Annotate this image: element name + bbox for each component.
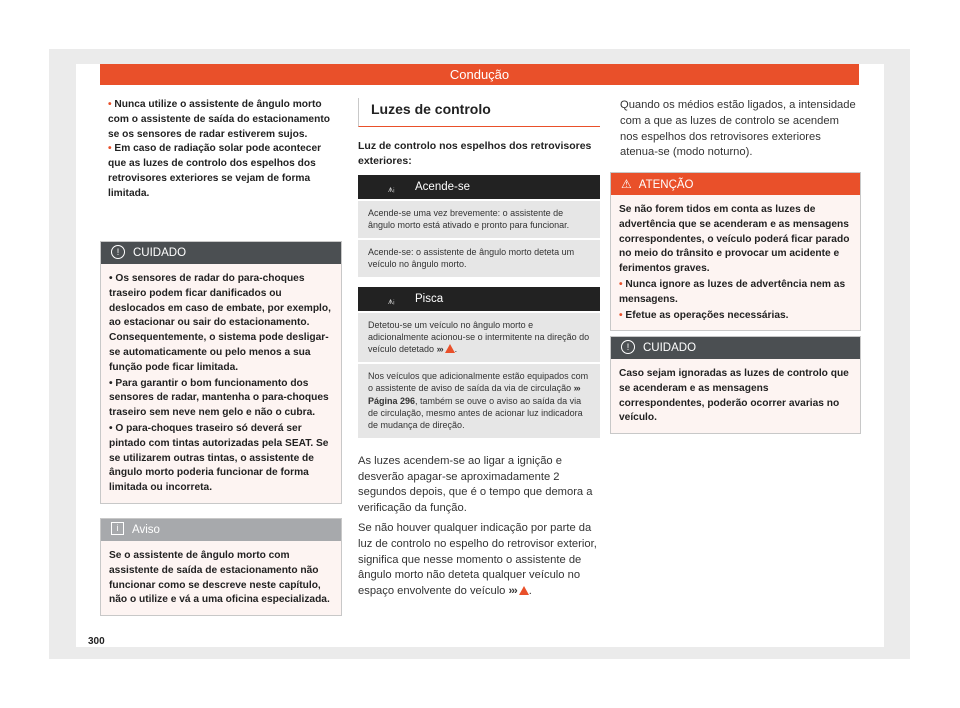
info-icon: i	[111, 522, 124, 535]
aviso-title: Aviso	[132, 524, 160, 536]
cuidado-item: • Para garantir o bom funcionamento dos sensores de radar, mantenha o para-choques traseiro sem neve nem gelo e não o cubra.	[109, 377, 329, 419]
atencao-item-text: Nunca ignore as luzes de advertência nem as mensagens.	[619, 278, 846, 305]
cuidado-body	[611, 359, 860, 433]
page-number: 300	[88, 636, 105, 647]
table-cell-text: Nos veículos que adicionalmente estão equipados com o assistente de aviso de saída da via de circulação	[368, 370, 589, 394]
cuidado-item-text: Os sensores de radar do para-choques traseiro podem ficar danificados ou deslocados em caso de embate, por exemplo, ao estacionar ou sair do estacionamento. Consequentemente, o sistema pode desligar-se automaticamente ou pelo menos a sua função pode ficar limitada.	[109, 273, 331, 373]
atencao-item-text: Se não forem tidos em conta as luzes de advertência que se acenderam e as mensagens correspondentes, o veículo poderá ficar parado no meio do trânsito e provocar um acidente e ferimentos graves.	[619, 204, 850, 275]
page-reference-link[interactable]: Página 296	[368, 395, 416, 406]
intro-bullet: • Em caso de radiação solar pode acontecer que as luzes de controlo dos espelhos dos retrovisores exteriores se vejam de forma limitada.	[108, 143, 322, 199]
intro-bullet: • Nunca utilize o assistente de ângulo morto com o assistente de saída do estacionamento se os sensores de radar estiverem sujos.	[108, 99, 330, 140]
aviso-body	[101, 541, 341, 615]
table-header-acende	[358, 175, 600, 199]
warning-triangle-icon	[519, 586, 529, 595]
cuidado-item: • O para-choques traseiro só deverá ser pintado com tintas autorizadas pela SEAT. Se se utilizarem outras tintas, o assistente de ângulo morto poderia funcionar de forma limitada ou incorreta.	[109, 422, 329, 494]
section-title: Luzes de controlo	[358, 98, 600, 127]
cuidado-text: Caso sejam ignoradas as luzes de controlo que se acenderam e as mensagens correspondentes, poderão ocorrer avarias no veículo.	[619, 368, 849, 424]
cuidado-title: CUIDADO	[133, 247, 187, 259]
atencao-header	[611, 173, 860, 195]
subtitle: Luz de controlo nos espelhos dos retrovisores exteriores:	[358, 140, 592, 167]
reference-arrows: ›››	[436, 344, 443, 355]
right-column	[620, 98, 860, 161]
blind-spot-icon: ⩚ᵢ	[388, 184, 395, 194]
cuidado-header	[611, 337, 860, 359]
info-circle-icon: !	[621, 340, 635, 354]
middle-column	[358, 98, 600, 600]
body-paragraph: Se não houver qualquer indicação por parte da luz de controlo no espelho do retrovisor exterior, significa que nesse momento o assistente de ângulo morto não deteta qualquer veículo no espaço envolvente do veículo ››› .	[358, 522, 597, 598]
body-paragraph-text: Se não houver qualquer indicação por parte da luz de controlo no espelho do retrovisor exterior, significa que nesse momento o assistente de ângulo morto não deteta qualquer veículo no espaço envolvente do veículo	[358, 522, 597, 598]
info-circle-icon: !	[111, 245, 125, 259]
cuidado-header	[101, 242, 341, 264]
atencao-item	[619, 203, 852, 277]
intro-bullet-text: Nunca utilize o assistente de ângulo morto com o assistente de saída do estacionamento se os sensores de radar estiverem sujos.	[108, 99, 330, 140]
atencao-body	[611, 195, 860, 330]
cuidado-box-left	[100, 241, 342, 504]
table-header-label: Acende-se	[415, 181, 470, 193]
aviso-text: Se o assistente de ângulo morto com assistente de saída de estacionamento não funcionar como se descreve neste capítulo, não o utilize e vá a uma oficina especializada.	[109, 550, 330, 606]
warning-triangle-icon	[445, 344, 455, 353]
table-cell-text: Detetou-se um veículo no ângulo morto e adicionalmente acionou-se o intermitente na direção do veículo detetado	[368, 319, 590, 355]
table-row: Acende-se uma vez brevemente: o assistente de ângulo morto está ativado e pronto para funcionar.	[358, 201, 600, 238]
atencao-item: • Efetue as operações necessárias.	[619, 309, 789, 321]
table-header-pisca	[358, 287, 600, 311]
cuidado-body	[101, 264, 341, 503]
cuidado-item-text: O para-choques traseiro só deverá ser pintado com tintas autorizadas pela SEAT. Se se utilizarem outras tintas, o assistente de ângulo morto poderia funcionar de forma limitada ou incorreta.	[109, 422, 329, 494]
table-cell-text: , também se ouve o aviso ao saída da via de circulação, mesmo antes de acionar luz indicadora de mudança de direção.	[368, 395, 583, 431]
atencao-title: ATENÇÃO	[638, 179, 694, 191]
atencao-item-text: Efetue as operações necessárias.	[625, 309, 789, 321]
aviso-header	[101, 519, 341, 541]
blind-spot-icon: ⩚ᵢ	[388, 295, 395, 306]
cuidado-box-right	[610, 336, 861, 434]
table-row	[358, 364, 600, 438]
atencao-box	[610, 172, 861, 331]
aviso-box	[100, 518, 342, 616]
reference-arrows: ›››	[508, 585, 517, 598]
intro-bullet-text: Em caso de radiação solar pode acontecer que as luzes de controlo dos espelhos dos retrovisores exteriores se vejam de forma limitada.	[108, 143, 322, 199]
chapter-header: Condução	[100, 64, 859, 85]
cuidado-item-text: Para garantir o bom funcionamento dos sensores de radar, mantenha o para-choques traseiro sem neve nem gelo e não o cubra.	[109, 377, 329, 419]
left-column	[108, 98, 340, 202]
body-paragraph: Quando os médios estão ligados, a intensidade com a que as luzes de controlo se acendem nos espelhos dos retrovisores exteriores atenua-se (modo noturno).	[620, 99, 856, 159]
reference-arrows: ›››	[573, 383, 580, 394]
atencao-item: • Nunca ignore as luzes de advertência nem as mensagens.	[619, 278, 846, 305]
table-row: Acende-se: o assistente de ângulo morto deteta um veículo no ângulo morto.	[358, 240, 600, 277]
table-header-label: Pisca	[415, 292, 444, 305]
cuidado-item: • Os sensores de radar do para-choques traseiro podem ficar danificados ou deslocados em caso de embate, por exemplo, ao estacionar ou sair do estacionamento. Consequentemente, o sistema pode desligar-se automaticamente ou pelo menos a sua função pode ficar limitada.	[109, 273, 331, 373]
table-row: Detetou-se um veículo no ângulo morto e adicionalmente acionou-se o intermitente na direção do veículo detetado ››› .	[358, 313, 600, 362]
cuidado-title: CUIDADO	[643, 342, 697, 354]
warning-triangle-icon: ⚠	[621, 177, 632, 191]
body-paragraph: As luzes acendem-se ao ligar a ignição e desverão apagar-se aproximadamente 2 segundos depois, que é o tempo que demora a verificação da função.	[358, 454, 593, 515]
